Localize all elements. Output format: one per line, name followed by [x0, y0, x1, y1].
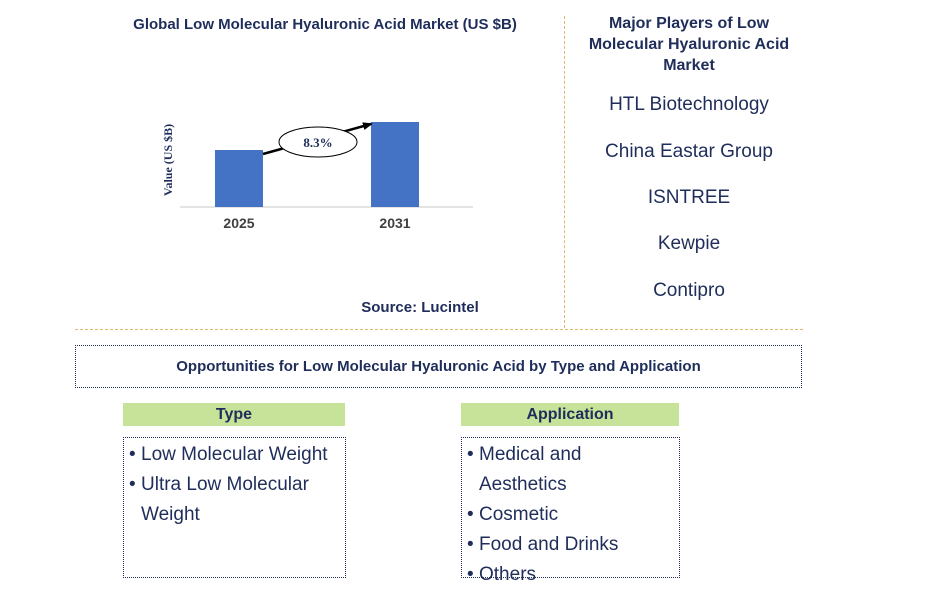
players-title: Major Players of Low Molecular Hyaluronic Acid Market — [588, 15, 790, 74]
application-header: Application — [461, 403, 679, 426]
player-item: ISNTREE — [647, 187, 731, 208]
player-item: Kewpie — [657, 233, 721, 254]
bar-2025 — [215, 150, 263, 207]
bar-chart — [150, 100, 490, 240]
player-item: Contipro — [653, 280, 725, 301]
bullet-icon: • — [467, 444, 474, 465]
type-header: Type — [123, 403, 345, 426]
y-axis-label: Value (US $B) — [161, 123, 175, 197]
bar-2031 — [371, 122, 419, 207]
source-label: Source: Lucintel — [361, 299, 479, 316]
x-tick-label: 2031 — [379, 215, 411, 231]
vertical-divider — [564, 16, 565, 328]
list-item: • Low Molecular Weight — [129, 440, 339, 470]
player-item: HTL Biotechnology — [609, 94, 769, 115]
opportunities-title: Opportunities for Low Molecular Hyaluronic Acid by Type and Application — [75, 345, 802, 388]
chart-title: Global Low Molecular Hyaluronic Acid Market (US $B) — [133, 16, 517, 33]
list-item: • Others — [467, 560, 673, 590]
list-item: • Cosmetic — [467, 500, 673, 530]
bullet-icon: • — [129, 474, 136, 495]
x-tick-label: 2025 — [223, 215, 255, 231]
player-item: China Eastar Group — [605, 141, 773, 162]
list-item: • Medical and Aesthetics — [467, 440, 673, 500]
bullet-icon: • — [467, 504, 474, 525]
type-list — [123, 437, 346, 578]
list-item: • Food and Drinks — [467, 530, 673, 560]
bullet-icon: • — [467, 564, 474, 585]
horizontal-divider — [75, 329, 803, 330]
list-item: • Ultra Low Molecular Weight — [129, 470, 339, 530]
cagr-label: 8.3% — [303, 135, 333, 150]
bullet-icon: • — [129, 444, 136, 465]
application-list — [461, 437, 680, 585]
bullet-icon: • — [467, 534, 474, 555]
